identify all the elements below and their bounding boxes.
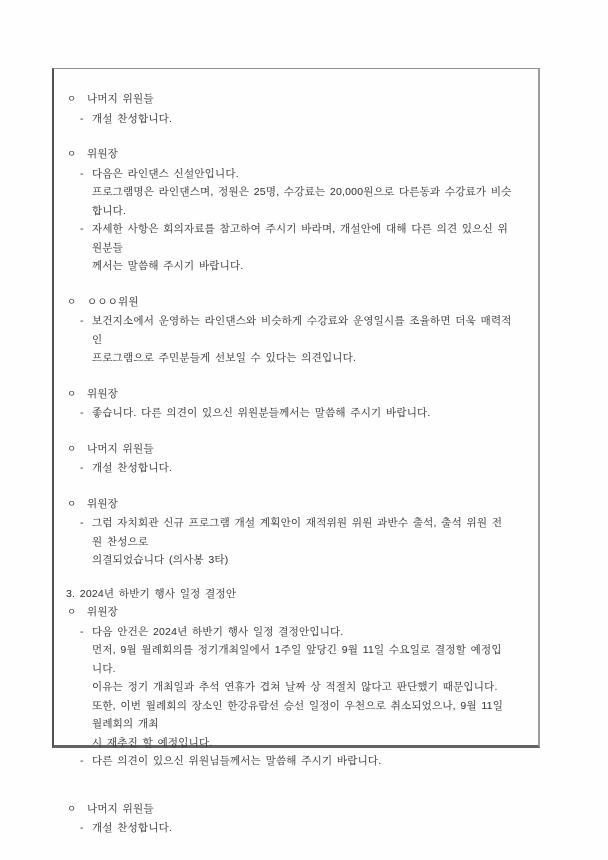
document-border-box bbox=[52, 68, 540, 834]
statement-line bbox=[54, 165, 538, 184]
bullet-circle: ㅇ bbox=[67, 803, 77, 815]
statement-text: 자세한 사항은 회의자료를 참고하여 주시기 바라며, 개설안에 대해 다른 의견 있으신 위원분들 bbox=[92, 223, 508, 254]
statement-continuation-line: 또한, 이번 월례회의 장소인 한강유람선 승선 일정이 우천으로 취소되었으나, 9월 11일 월례회의 개최 bbox=[92, 699, 504, 730]
speaker-name: 나머지 위원들 bbox=[87, 93, 154, 105]
bullet-circle: ㅇ bbox=[67, 388, 77, 400]
statement-text: 개설 찬성합니다. bbox=[92, 112, 173, 125]
speaker-name: 위원장 bbox=[87, 148, 119, 160]
speaker-block bbox=[54, 145, 538, 276]
statement-continuation-line: 이유는 정기 개최일과 추석 연휴가 겹쳐 날짜 상 적절치 않다고 판단했기 때문입니다. bbox=[92, 681, 498, 693]
speaker-block bbox=[54, 603, 538, 771]
statement-continuation-line: 께서는 말씀해 주시기 바랍니다. bbox=[92, 260, 244, 272]
statement-text: 그럼 자치회관 신규 프로그램 개설 계획안이 재적위원 위원 과반수 출석, 출석 위원 전원 찬성으로 bbox=[92, 517, 503, 548]
statement-text: 다음은 라인댄스 신설안입니다. bbox=[92, 167, 239, 180]
bullet-circle: ㅇ bbox=[67, 498, 77, 510]
speaker-block bbox=[54, 293, 538, 368]
statement-line bbox=[54, 623, 538, 642]
statement-continuation-line: 의결되었습니다 (의사봉 3타) bbox=[92, 554, 229, 566]
speaker-line bbox=[54, 145, 538, 165]
speaker-name: 위원장 bbox=[87, 387, 119, 400]
bullet-circle: ㅇ bbox=[67, 443, 77, 455]
dash-marker: - bbox=[80, 755, 84, 767]
speaker-block bbox=[54, 385, 538, 423]
speaker-name: 나머지 위원들 bbox=[87, 442, 154, 455]
speaker-line bbox=[54, 800, 538, 820]
statement-continuation-line: 프로그램명은 라인댄스며, 정원은 25명, 수강료는 20,000원으로 다른동과 수강료가 비슷합니다. bbox=[92, 186, 512, 217]
dash-marker: - bbox=[80, 112, 84, 125]
bullet-circle: ㅇ bbox=[67, 607, 77, 618]
statement-continuation-line: 프로그램으로 주민분들게 선보일 수 있다는 의견입니다. bbox=[92, 352, 357, 364]
statement-line bbox=[54, 514, 538, 551]
speaker-line bbox=[54, 90, 538, 110]
statement-text: 개설 찬성합니다. bbox=[92, 462, 173, 474]
statement-line bbox=[54, 404, 538, 423]
dash-marker: - bbox=[80, 223, 84, 235]
statement-continuation-line: 먼저, 9월 월례회의를 정기개최일에서 1주일 앞당긴 9월 11일 수요일로 결정할 예정입니다. bbox=[92, 644, 502, 675]
bullet-circle: ㅇ bbox=[67, 149, 77, 160]
speaker-name: 위원장 bbox=[87, 606, 119, 618]
dash-marker: - bbox=[80, 407, 84, 419]
speaker-name: ㅇㅇㅇ위원 bbox=[87, 295, 139, 308]
speaker-line bbox=[54, 440, 538, 460]
dash-marker: - bbox=[80, 462, 84, 474]
statement-continuation-line: 시 재추진 할 예정입니다. bbox=[92, 736, 213, 749]
statement-line bbox=[54, 312, 538, 349]
speaker-line bbox=[54, 293, 538, 313]
speaker-line bbox=[54, 385, 538, 405]
speaker-line bbox=[54, 495, 538, 515]
speaker-name: 위원장 bbox=[87, 497, 119, 510]
statement-text: 보건지소에서 운영하는 라인댄스와 비슷하게 수강료와 운영일시를 조율하면 더욱 매력적인 bbox=[92, 315, 512, 346]
dash-marker: - bbox=[80, 822, 84, 834]
dash-marker: - bbox=[80, 167, 84, 180]
dash-marker: - bbox=[80, 625, 84, 638]
statement-text: 다른 의견이 있으신 위원님들께서는 말씀해 주시기 바랍니다. bbox=[92, 755, 382, 767]
statement-line bbox=[54, 220, 538, 257]
speaker-block bbox=[54, 440, 538, 478]
statement-line bbox=[54, 459, 538, 478]
speaker-line bbox=[54, 603, 538, 623]
bullet-circle: ㅇ bbox=[67, 94, 77, 105]
speaker-name: 나머지 위원들 bbox=[87, 802, 154, 815]
statement-text: 개설 찬성합니다. bbox=[92, 822, 173, 834]
speaker-block bbox=[54, 800, 538, 838]
dash-marker: - bbox=[80, 315, 84, 327]
statement-text: 다음 안건은 2024년 하반기 행사 일정 결정안입니다. bbox=[92, 625, 344, 638]
speaker-block bbox=[54, 495, 538, 570]
statement-line bbox=[54, 752, 538, 771]
statement-text: 좋습니다. 다른 의견이 있으신 위원분들께서는 말씀해 주시기 바랍니다. bbox=[92, 407, 431, 419]
section-heading: 3. 2024년 하반기 행사 일정 결정안 bbox=[66, 587, 237, 600]
dash-marker: - bbox=[80, 517, 84, 529]
bullet-circle: ㅇ bbox=[67, 296, 77, 308]
statement-line bbox=[54, 110, 538, 129]
speaker-block bbox=[54, 90, 538, 128]
statement-line bbox=[54, 819, 538, 838]
